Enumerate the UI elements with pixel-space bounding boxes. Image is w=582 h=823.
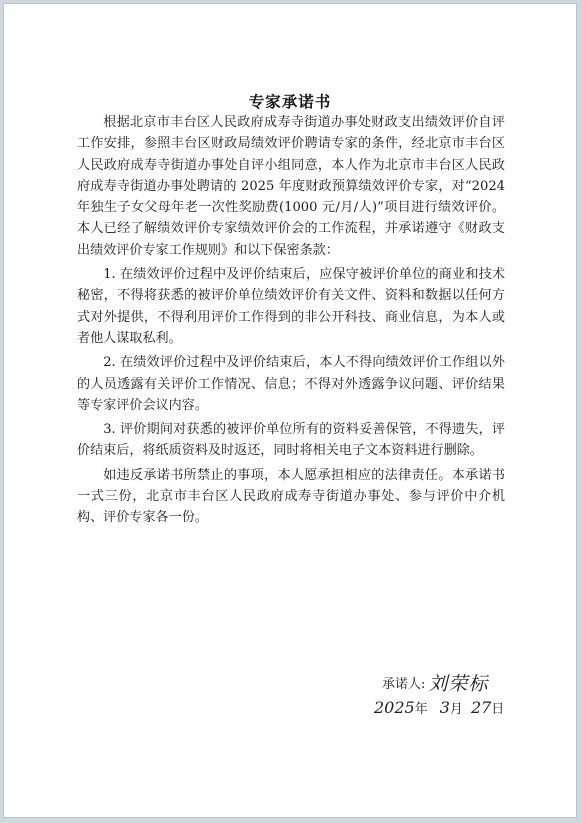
- clause-3-paragraph: 3. 评价期间对获悉的被评价单位所有的资料妥善保管，不得遗失，评价结束后，将纸质资料及时返还，同时将相关电子文本资料进行删除。: [77, 422, 505, 459]
- document-body: [77, 112, 505, 532]
- liability-paragraph: 如违反承诺书所禁止的事项，本人愿承担相应的法律责任。本承诺书一式三份，北京市丰台区人民政府成寿寺街道办事处、参与评价中介机构、评价专家各一份。: [77, 467, 505, 526]
- signature-block: [382, 669, 488, 696]
- date-year: 2025: [374, 698, 415, 717]
- clause-2-paragraph: 2. 在绩效评价过程中及评价结束后，本人不得向绩效评价工作组以外的人员透露有关评价工作情况、信息；不得对外透露争议问题、评价结果等专家评价会议内容。: [77, 355, 505, 413]
- document-page: [3, 3, 577, 818]
- intro-paragraph: 根据北京市丰台区人民政府成寿寺街道办事处财政支出绩效评价自评工作安排，参照丰台区财政局绩效评价聘请专家的条件，经北京市丰台区人民政府成寿寺街道办事处自评小组同意，本人作为北京市丰台区人民政府成寿寺街道办事处聘请的 2025 年度财政预算绩效评价专家，对“2024 年独生子女父母年老一次性奖励费(1000 元/月/人)”项目进行绩效评价。本人已经了解绩效评价专家绩效评价会的工作流程，并承诺遵守《财政支出绩效评价专家工作规则》和以下保密条款：: [77, 115, 505, 258]
- document-title: 专家承诺书: [248, 92, 332, 111]
- date-month: 3: [439, 698, 450, 717]
- signature-date: [374, 698, 504, 717]
- clause-1-paragraph: 1. 在绩效评价过程中及评价结束后，应保守被评价单位的商业和技术秘密，不得将获悉的被评价单位绩效评价有关文件、资料和数据以任何方式对外提供，不得利用评价工作得到的非公开科技、商业信息，为本人或者他人谋取私利。: [77, 267, 505, 346]
- date-day: 27: [470, 698, 492, 717]
- date-year-unit: 年: [414, 702, 428, 717]
- signer-label: 承诺人:: [382, 677, 426, 692]
- handwritten-signature: 刘荣标: [428, 673, 489, 695]
- date-month-unit: 月: [449, 702, 463, 717]
- date-day-unit: 日: [491, 702, 505, 717]
